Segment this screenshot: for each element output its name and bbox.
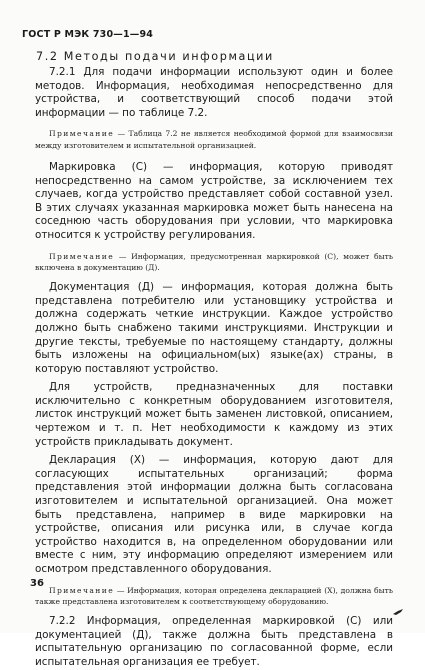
note-1 [35,128,393,151]
page-number: 36 [30,578,44,589]
note-3 [35,585,393,608]
note-label: Примечание [49,251,115,261]
document-body [35,50,393,670]
note-label: Примечание [49,585,115,595]
paragraph-7-2-1: 7.2.1 Для подачи информации используют один и более методов. Информация, необходимая непосредственно для устройства, и соответствующий способ подачи этой информации — по таблице 7.2. [35,66,393,119]
paragraph-devices: Для устройств, предназначенных для поставки исключительно с конкретным оборудованием изготовителя, листок инструкций может быть заменен листовкой, описанием, чертежом и т. п. Нет необходимости к каждому из этих устройств прикладывать документ. [35,381,393,448]
note-text: — Информация, предусмотренная маркировкой (С), может быть включена в документацию (Д). [35,251,393,272]
paragraph-declaration: Декларация (Х) — информация, которую дают для согласующих испытательных организаций; форма представления этой информации должна быть согласована изготовителем и испытательной организацией. Она может быть представлена, например в виде маркировки на устройстве, описания или рисунка или, в случае когда устройство находится в, на определенном оборудовании или вместе с ним, эту информацию определяют измерением или осмотром представленного оборудования. [35,454,393,575]
note-label: Примечание [49,129,115,139]
paragraph-marking: Маркировка (С) — информация, которую приводят непосредственно на самом устройстве, за исключением тех случаев, когда устройство представляет собой составной узел. В этих случаях указанная маркировка может быть нанесена на соседнюю часть оборудования при условии, что маркировка относится к устройству регулирования. [35,160,393,241]
note-2 [35,251,393,274]
paragraph-documentation: Документация (Д) — информация, которая должна быть представлена потребителю или установщику устройства и должна содержать четкие инструкции. Каждое устройство должно быть снабжено такими инструкциями. Инструкции и другие тексты, требуемые по настоящему стандарту, должны быть изложены на официальном(ых) языке(ах) страны, в которую поставляют устройство. [35,281,393,375]
note-text: — Таблица 7.2 не является необходимой формой для взаимосвязи между изготовителем и испытательной организацией. [35,129,393,150]
note-text: — Информация, которая определена декларацией (Х), должна быть также представлена изготовителем к соответствующему оборудованию. [35,585,393,606]
scan-mark-icon [392,607,404,617]
section-title: 7.2 Методы подачи информации [36,50,274,63]
document-header: ГОСТ Р МЭК 730—1—94 [22,29,154,40]
paragraph-7-2-2: 7.2.2 Информация, определенная маркировкой (С) или документацией (Д), также должна быть представлена в испытательную организацию по согласованной форме, если испытательная организация ее требует. [35,615,393,668]
